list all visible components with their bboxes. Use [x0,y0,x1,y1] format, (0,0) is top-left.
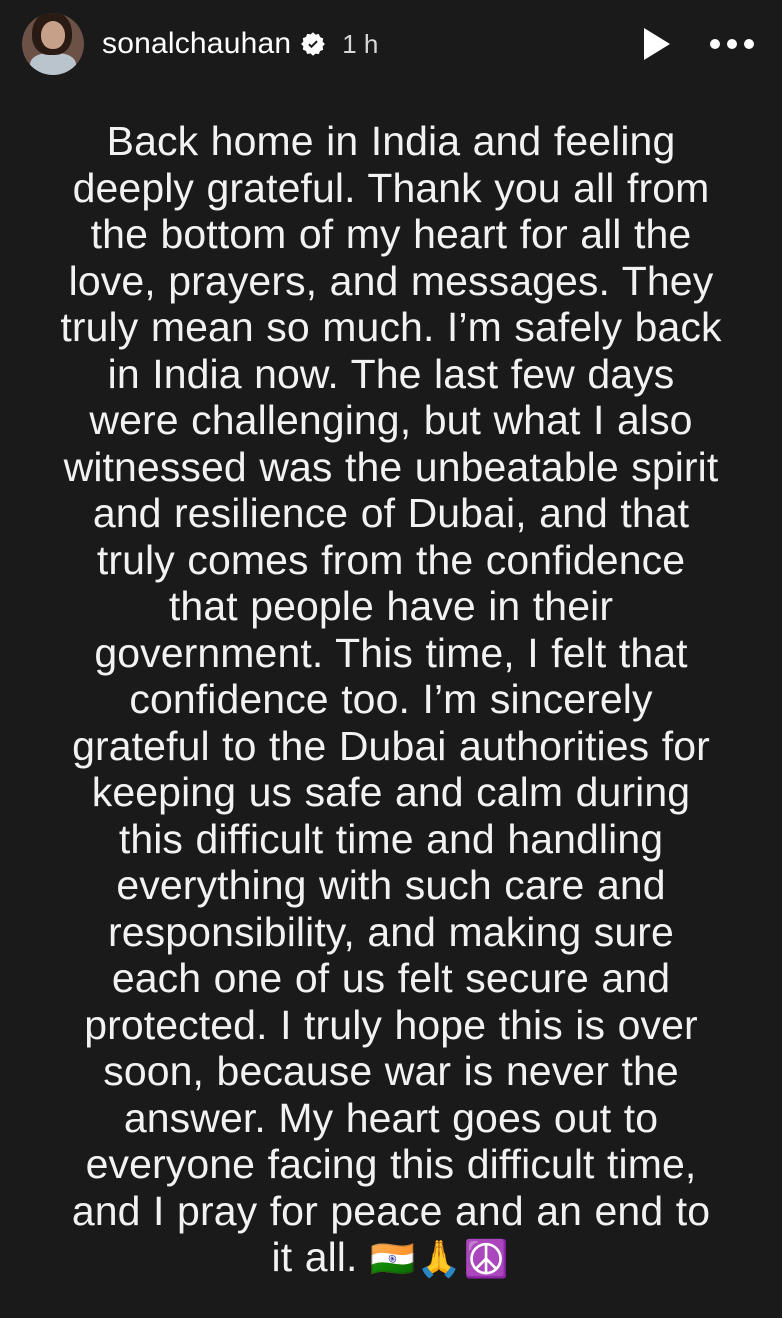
story-caption-container [0,118,782,1283]
more-dot [710,39,720,49]
verified-badge-icon [300,31,326,57]
story-caption [58,118,724,1283]
play-icon[interactable] [644,28,670,60]
avatar-body-shape [30,53,76,75]
username-label[interactable]: sonalchauhan [102,27,292,60]
story-header [0,0,782,88]
story-caption-text: Back home in India and feeling deeply grateful. Thank you all from the bottom of my heart for all the love, prayers, and messages. They truly mean so much. I’m safely back in India now. The last few days were challenging, but what I also witnessed was the unbeatable spirit and resilience of Dubai, and that truly comes from the confidence that people have in their government. This time, I felt that confidence too. I’m sincerely grateful to the Dubai authorities for keeping us safe and calm during this difficult time and handling everything with such care and responsibility, and making sure each one of us felt secure and protected. I truly hope this is over soon, because war is never the answer. My heart goes out to everyone facing this difficult time, and I pray for peace and an end to it all. [60,118,722,1280]
avatar-face-shape [41,21,65,49]
story-caption-emojis: 🇮🇳🙏☮️ [370,1238,511,1279]
more-options-icon[interactable] [710,39,754,49]
timestamp-label: 1 h [342,28,379,59]
more-dot [727,39,737,49]
avatar[interactable] [22,13,84,75]
more-dot [744,39,754,49]
